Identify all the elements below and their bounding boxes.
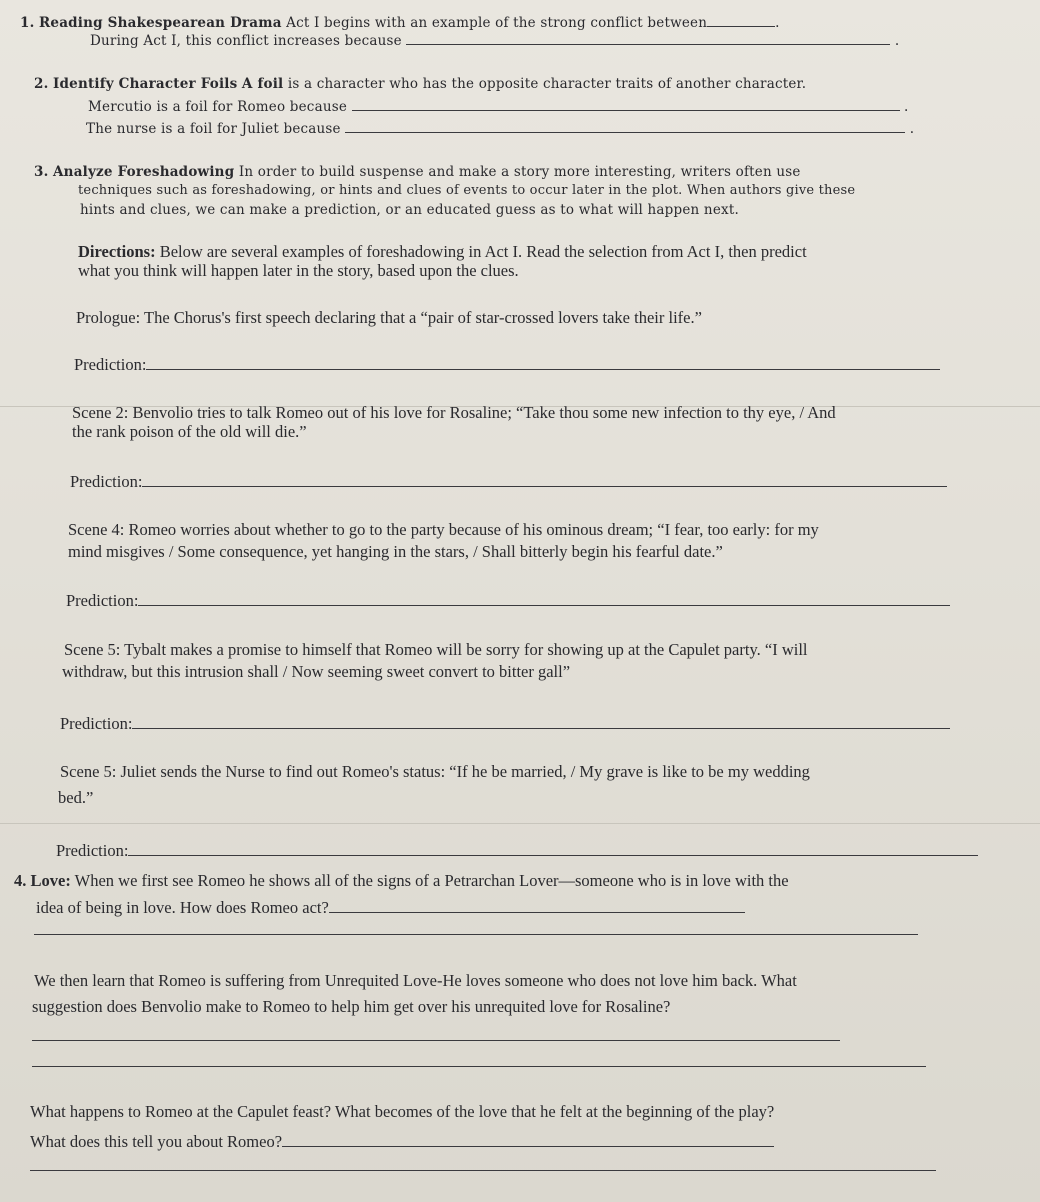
prediction-blank[interactable] <box>132 714 950 729</box>
q1-because-blank[interactable] <box>406 30 890 45</box>
answer-line[interactable] <box>32 1066 926 1067</box>
q4-line1 <box>14 871 789 891</box>
q4-feast-text: What happens to Romeo at the Capulet feast? What becomes of the love that he felt at the beginning of the play? <box>30 1102 775 1121</box>
q2-term: A foil <box>241 76 284 92</box>
prediction-row <box>70 472 947 492</box>
prediction-blank[interactable] <box>128 841 978 856</box>
prediction-label: Prediction: <box>70 472 143 491</box>
q4-number: 4. <box>14 871 27 890</box>
prediction-row <box>60 714 950 734</box>
prediction-label: Prediction: <box>74 355 147 374</box>
q2-heading: Identify Character Foils <box>53 76 238 92</box>
q4-unrequited-text: We then learn that Romeo is suffering from Unrequited Love-He loves someone who does not love him back. What <box>34 971 797 990</box>
prediction-blank[interactable] <box>138 591 950 606</box>
example-scene5-juliet-text-cont: bed.” <box>58 788 94 807</box>
q1-line1: 1. Reading Shakespearean Drama Act I begins with an example of the strong conflict between . <box>20 12 780 33</box>
q1-conflict-blank[interactable] <box>707 12 775 27</box>
q2-definition: is a character who has the opposite character traits of another character. <box>287 76 807 92</box>
q1-because-text: During Act I, this conflict increases because <box>90 33 402 49</box>
example-scene4-text-cont: mind misgives / Some consequence, yet hanging in the stars, / Shall bitterly begin his fearful date.” <box>68 542 723 561</box>
q4-heading: Love: <box>30 871 71 890</box>
q4-question-text: idea of being in love. How does Romeo act? <box>36 898 329 917</box>
example-prologue-text: Prologue: The Chorus's first speech declaring that a “pair of star-crossed lovers take their life.” <box>76 308 702 327</box>
q2-mercutio-blank[interactable] <box>352 96 900 111</box>
example-scene2-text: Scene 2: Benvolio tries to talk Romeo out of his love for Rosaline; “Take thou some new infection to thy eye, / And <box>72 403 836 422</box>
q2-line1 <box>34 74 806 94</box>
q2-nurse-blank[interactable] <box>345 118 905 133</box>
q1-heading: Reading Shakespearean Drama <box>39 15 282 31</box>
q4-feast-question: What does this tell you about Romeo? <box>30 1132 283 1151</box>
q3-line1 <box>34 162 801 182</box>
directions-text: Below are several examples of foreshadowing in Act I. Read the selection from Act I, then predict <box>159 242 807 261</box>
q3-number: 3. <box>34 164 49 180</box>
prediction-row <box>74 355 940 375</box>
prediction-blank[interactable] <box>146 355 940 370</box>
prediction-label: Prediction: <box>60 714 133 733</box>
q4-line2 <box>36 898 745 918</box>
example-scene2-text-cont: the rank poison of the old will die.” <box>72 422 307 441</box>
q1-line2: During Act I, this conflict increases because . <box>90 30 899 51</box>
answer-line[interactable] <box>32 1040 840 1041</box>
q2-nurse-text: The nurse is a foil for Juliet because <box>86 121 341 137</box>
q3-directions-line1 <box>78 242 807 262</box>
q2-number: 2. <box>34 76 49 92</box>
prediction-label: Prediction: <box>56 841 129 860</box>
q1-number: 1. <box>20 15 35 31</box>
prediction-row <box>56 841 978 861</box>
prediction-row <box>66 591 950 611</box>
example-scene5-tybalt-text-cont: withdraw, but this intrusion shall / Now seeming sweet convert to bitter gall” <box>62 662 571 681</box>
answer-line[interactable] <box>34 934 918 935</box>
example-scene4-text: Scene 4: Romeo worries about whether to go to the party because of his ominous dream; “I fear, too early: for my <box>68 520 819 539</box>
paper-crease <box>0 823 1040 824</box>
example-scene5-juliet-text: Scene 5: Juliet sends the Nurse to find out Romeo's status: “If he be married, / My grave is like to be my wedding <box>60 762 810 781</box>
directions-label: Directions: <box>78 242 156 261</box>
q3-intro-text: In order to build suspense and make a story more interesting, writers often use <box>238 164 801 180</box>
romeo-tells-blank[interactable] <box>282 1132 774 1147</box>
q4-feast-question-line <box>30 1132 774 1152</box>
answer-line[interactable] <box>30 1170 936 1171</box>
prediction-label: Prediction: <box>66 591 139 610</box>
q3-intro-line3: hints and clues, we can make a prediction, or an educated guess as to what will happen next. <box>80 202 739 218</box>
q2-mercutio-text: Mercutio is a foil for Romeo because <box>88 99 348 115</box>
prediction-blank[interactable] <box>142 472 947 487</box>
q2-nurse-line: The nurse is a foil for Juliet because . <box>86 118 914 139</box>
q4-text: When we first see Romeo he shows all of the signs of a Petrarchan Lover—someone who is in love with the <box>74 871 789 890</box>
q2-mercutio-line: Mercutio is a foil for Romeo because . <box>88 96 909 117</box>
q3-directions-line2: what you think will happen later in the story, based upon the clues. <box>78 261 519 280</box>
romeo-act-blank[interactable] <box>329 898 745 913</box>
q3-heading: Analyze Foreshadowing <box>53 164 235 180</box>
q3-intro-line2: techniques such as foreshadowing, or hints and clues of events to occur later in the plot. When authors give these <box>78 183 856 198</box>
example-scene5-tybalt-text: Scene 5: Tybalt makes a promise to himself that Romeo will be sorry for showing up at the Capulet party. “I will <box>64 640 808 659</box>
q1-text: Act I begins with an example of the strong conflict between <box>286 15 708 31</box>
q4-unrequited-question: suggestion does Benvolio make to Romeo to help him get over his unrequited love for Rosaline? <box>32 997 671 1016</box>
